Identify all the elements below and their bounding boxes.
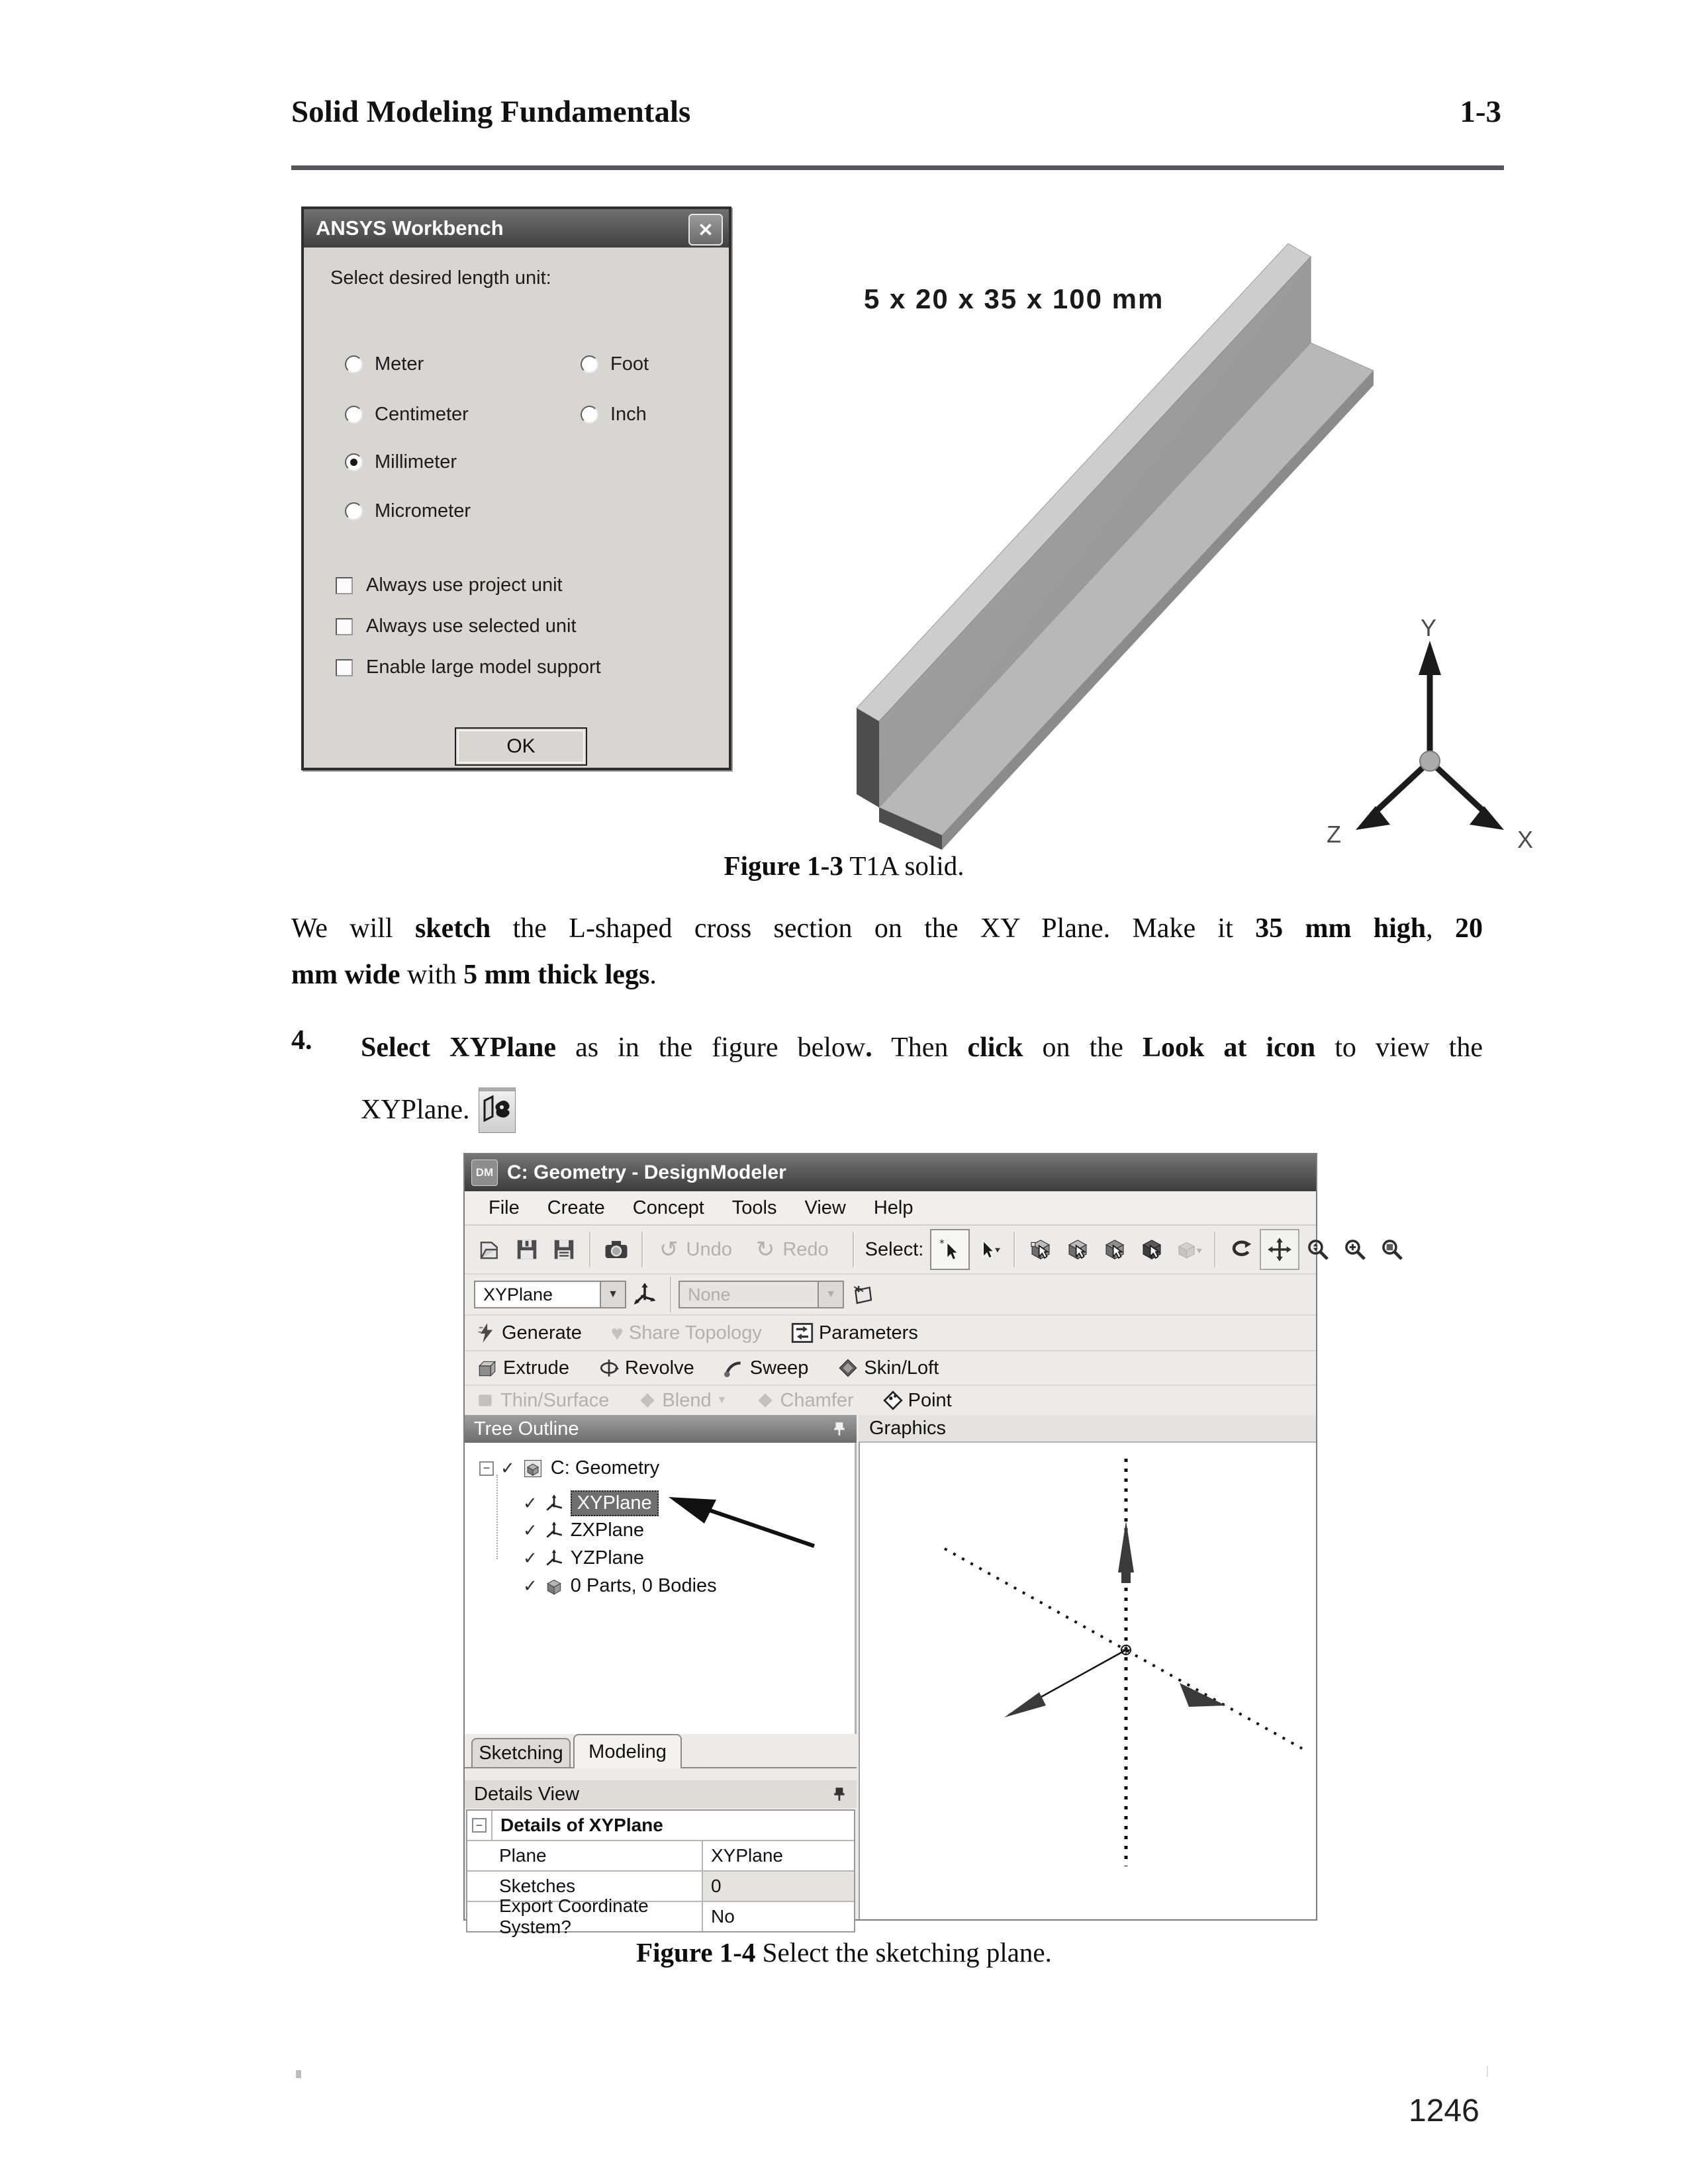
- redo-button[interactable]: Redo: [782, 1238, 829, 1260]
- z-arrowhead: [1356, 806, 1390, 830]
- scan-artifact: [1487, 2066, 1488, 2077]
- triad-origin-ball: [1420, 751, 1440, 771]
- undo-icon: ↺: [659, 1237, 679, 1262]
- web-end-face: [857, 708, 879, 807]
- plane-combobox-value: XYPlane: [483, 1284, 553, 1304]
- chevron-down-icon: ▼: [716, 1394, 727, 1406]
- sweep-label: Sweep: [749, 1357, 809, 1379]
- plane-axis-icon: [626, 1275, 663, 1314]
- details-table: [466, 1809, 855, 1937]
- open-button[interactable]: [471, 1230, 508, 1269]
- text: as in the figure below: [556, 1032, 866, 1063]
- face-select-button[interactable]: [1096, 1230, 1133, 1269]
- dm-toolbar-generate: [465, 1316, 1316, 1351]
- edge-select-button[interactable]: [1059, 1230, 1096, 1269]
- heart-icon: ♥: [610, 1320, 624, 1345]
- radio-millimeter[interactable]: [345, 451, 457, 473]
- radio-circle-icon[interactable]: [345, 453, 363, 471]
- check-icon: ✓: [500, 1458, 515, 1478]
- save-as-button[interactable]: [545, 1230, 583, 1269]
- graphics-header: [859, 1415, 1316, 1443]
- zoom-button[interactable]: [1299, 1230, 1336, 1269]
- text-bold: .: [865, 1032, 872, 1063]
- menu-tools[interactable]: Tools: [731, 1197, 777, 1218]
- checkbox-label: Enable large model support: [366, 657, 601, 678]
- text: .: [649, 960, 657, 990]
- revolve-button[interactable]: [598, 1357, 694, 1379]
- radio-centimeter[interactable]: [345, 404, 469, 426]
- new-sketch-button[interactable]: [844, 1275, 881, 1314]
- parts-icon: [544, 1577, 564, 1596]
- radio-circle-icon[interactable]: [345, 406, 363, 424]
- header-rule: [291, 165, 1504, 170]
- radio-label: Inch: [610, 404, 647, 425]
- z-axis-label: Z: [1327, 821, 1341, 848]
- pin-icon[interactable]: [833, 1786, 847, 1802]
- text-bold: Look at icon: [1142, 1032, 1316, 1063]
- text: with: [400, 960, 464, 990]
- extrude-label: Extrude: [503, 1357, 569, 1379]
- chamfer-button[interactable]: [756, 1390, 853, 1412]
- dm-window-title: C: Geometry - DesignModeler: [507, 1161, 786, 1183]
- t1a-solid-figure: [827, 232, 1542, 867]
- dm-menubar: [465, 1191, 1316, 1226]
- redo-icon: ↻: [755, 1237, 775, 1262]
- radio-label: Micrometer: [375, 500, 471, 522]
- pin-icon[interactable]: [833, 1421, 847, 1437]
- text: to view the: [1315, 1032, 1483, 1063]
- tree-outline-title: Tree Outline: [474, 1418, 579, 1439]
- caption-label: Figure 1-3: [724, 850, 843, 881]
- radio-foot[interactable]: [581, 353, 649, 375]
- chamfer-label: Chamfer: [780, 1389, 854, 1411]
- point-button[interactable]: [883, 1390, 952, 1412]
- text: on the: [1023, 1032, 1143, 1063]
- sweep-icon: [724, 1357, 745, 1379]
- text-bold: click: [967, 1032, 1023, 1063]
- text: XYPlane.: [361, 1095, 470, 1125]
- zoom-fit-button[interactable]: [1374, 1230, 1411, 1269]
- radio-label: Meter: [375, 353, 424, 375]
- vertex-select-button[interactable]: [1022, 1230, 1059, 1269]
- menu-create[interactable]: Create: [547, 1197, 605, 1218]
- checkbox-selected-unit[interactable]: [336, 615, 577, 637]
- collapse-cell[interactable]: [467, 1811, 492, 1840]
- svg-text:*: *: [939, 1238, 945, 1250]
- generate-button[interactable]: [477, 1322, 582, 1344]
- graphics-canvas[interactable]: [859, 1443, 1316, 1919]
- text-bold: 20: [1455, 913, 1483, 944]
- plane-icon: [544, 1522, 564, 1540]
- caption-label: Figure 1-4: [636, 1937, 756, 1968]
- text-bold: sketch: [414, 913, 491, 944]
- menu-concept[interactable]: Concept: [632, 1197, 704, 1218]
- text: the L-shaped cross section on the XY Plane. Make it: [491, 913, 1256, 944]
- blend-button[interactable]: [638, 1390, 727, 1412]
- flange-top-face: [879, 343, 1374, 835]
- check-icon: ✓: [523, 1520, 538, 1540]
- toolbar-separator: [670, 1277, 672, 1312]
- point-icon: [883, 1390, 903, 1410]
- radio-meter[interactable]: [345, 353, 424, 375]
- thin-surface-label: Thin/Surface: [500, 1389, 610, 1411]
- step-number: 4.: [291, 1025, 312, 1056]
- tree-node-label-selected[interactable]: XYPlane: [571, 1490, 659, 1516]
- extrude-button[interactable]: [477, 1357, 569, 1379]
- collapse-icon[interactable]: −: [479, 1461, 494, 1476]
- details-title-row: [467, 1811, 854, 1841]
- step-line-1: [361, 1024, 1483, 1071]
- tree-node-label[interactable]: ZXPlane: [570, 1520, 645, 1541]
- parameters-button[interactable]: [791, 1322, 918, 1344]
- radio-circle-icon[interactable]: [345, 502, 363, 520]
- toolbar-separator: [589, 1232, 591, 1267]
- body-select-button[interactable]: [1133, 1230, 1170, 1269]
- tree-node-parts-bodies[interactable]: [523, 1575, 717, 1597]
- detail-key: Sketches: [491, 1872, 703, 1901]
- text: Then: [872, 1032, 968, 1063]
- parameters-icon: [791, 1322, 814, 1343]
- thin-surface-button[interactable]: [477, 1390, 609, 1412]
- checkbox-label: Always use selected unit: [366, 615, 577, 637]
- radio-circle-icon[interactable]: [581, 406, 598, 424]
- point-label: Point: [908, 1389, 952, 1411]
- page-title: Solid Modeling Fundamentals: [291, 95, 691, 129]
- detail-key: Export Coordinate System?: [491, 1902, 703, 1931]
- parameters-label: Parameters: [818, 1322, 918, 1343]
- figure-1-4-caption: [0, 1936, 1688, 1968]
- callout-arrow: [663, 1482, 822, 1562]
- skin-loft-label: Skin/Loft: [864, 1357, 939, 1379]
- look-at-icon: [479, 1087, 516, 1133]
- text-bold: 5 mm thick legs: [463, 960, 650, 990]
- toolbar-separator: [641, 1232, 643, 1267]
- checkbox-icon[interactable]: [336, 618, 353, 635]
- details-row-export-cs[interactable]: [467, 1895, 854, 1937]
- detail-value[interactable]: No: [711, 1906, 735, 1927]
- text: ,: [1426, 913, 1456, 944]
- radio-label: Millimeter: [375, 451, 457, 473]
- chevron-down-icon[interactable]: ▼: [600, 1282, 625, 1307]
- toolbar-separator: [1214, 1232, 1216, 1267]
- plane-icon: [544, 1494, 564, 1513]
- caption-text: T1A solid.: [843, 850, 964, 881]
- select-new-button[interactable]: [930, 1229, 970, 1270]
- blend-label: Blend: [662, 1389, 712, 1411]
- tab-sketching-label: Sketching: [479, 1742, 563, 1764]
- dialog-prompt: Select desired length unit:: [330, 267, 551, 289]
- share-topology-label: Share Topology: [628, 1322, 762, 1343]
- sketch-combobox-value: None: [688, 1284, 731, 1304]
- detail-value[interactable]: XYPlane: [711, 1845, 783, 1866]
- tree-node-label[interactable]: 0 Parts, 0 Bodies: [570, 1575, 717, 1596]
- pan-button[interactable]: [1260, 1229, 1299, 1270]
- sketch-combobox[interactable]: [679, 1281, 844, 1308]
- designmodeler-app-icon: DM: [471, 1160, 498, 1186]
- geometry-icon: [522, 1458, 544, 1479]
- rotate-button[interactable]: [1223, 1230, 1260, 1269]
- detail-value[interactable]: 0: [703, 1872, 854, 1901]
- checkbox-icon[interactable]: [336, 577, 353, 594]
- details-view-header: [465, 1780, 857, 1808]
- tree-node-label[interactable]: C: Geometry: [550, 1457, 660, 1479]
- tree-node-yzplane[interactable]: [523, 1547, 644, 1569]
- thin-surface-icon: [477, 1391, 495, 1410]
- dm-toolbar-features: [465, 1351, 1316, 1386]
- ansys-workbench-dialog: [301, 206, 731, 770]
- paragraph-line-1: [291, 905, 1483, 952]
- radio-micrometer[interactable]: [345, 500, 471, 522]
- paragraph-line-2: [291, 952, 1483, 998]
- revolve-label: Revolve: [624, 1357, 694, 1379]
- select-dropdown-button[interactable]: [970, 1230, 1007, 1269]
- scan-artifact: [296, 2070, 301, 2078]
- dialog-title: ANSYS Workbench: [316, 216, 504, 240]
- skin-loft-icon: [837, 1357, 859, 1379]
- skin-loft-button[interactable]: [837, 1357, 939, 1379]
- triad-axes: [1372, 665, 1488, 815]
- text: We will: [291, 913, 415, 944]
- dm-toolbar-main: [465, 1226, 1316, 1275]
- sketch-plane-axes: [860, 1443, 1319, 1919]
- text-bold: mm wide: [291, 960, 400, 990]
- designmodeler-window: [463, 1153, 1317, 1937]
- radio-circle-icon[interactable]: [345, 355, 363, 373]
- tab-modeling[interactable]: [573, 1734, 682, 1768]
- caption-text: Select the sketching plane.: [755, 1937, 1052, 1968]
- text-bold: 35 mm high: [1255, 913, 1427, 944]
- radio-label: Foot: [610, 353, 649, 375]
- revolve-icon: [598, 1357, 620, 1379]
- plane-icon: [544, 1549, 564, 1568]
- radio-label: Centimeter: [375, 404, 469, 425]
- check-icon: ✓: [523, 1576, 538, 1596]
- tree-outline-header: [465, 1415, 857, 1443]
- share-topology-button[interactable]: [611, 1321, 762, 1345]
- radio-circle-icon[interactable]: [581, 355, 598, 373]
- ok-button[interactable]: OK: [455, 727, 587, 766]
- save-button[interactable]: [508, 1230, 545, 1269]
- toolbar-separator: [1013, 1232, 1015, 1267]
- dm-toolbar-plane: [465, 1275, 1316, 1316]
- plane-combobox[interactable]: [474, 1281, 626, 1308]
- check-icon: ✓: [523, 1548, 538, 1568]
- checkbox-large-model[interactable]: [336, 657, 601, 678]
- step-4-text: [361, 1024, 1483, 1133]
- page-number: 1246: [1409, 2093, 1479, 2128]
- details-group-title: Details of XYPlane: [500, 1815, 663, 1835]
- graphics-title: Graphics: [869, 1417, 947, 1439]
- checkbox-icon[interactable]: [336, 659, 353, 676]
- collapse-icon[interactable]: −: [472, 1818, 487, 1833]
- select-mode-label: Select:: [865, 1238, 924, 1260]
- x-axis-label: X: [1517, 826, 1534, 853]
- tree-connector: [496, 1475, 498, 1559]
- checkbox-label: Always use project unit: [366, 574, 563, 596]
- details-row-plane[interactable]: [467, 1841, 854, 1872]
- menu-view[interactable]: View: [804, 1197, 846, 1218]
- screenshot-button[interactable]: [598, 1230, 635, 1269]
- dialog-titlebar: [304, 209, 729, 248]
- step-line-2: [361, 1087, 1483, 1133]
- lightning-icon: [477, 1322, 496, 1344]
- sweep-button[interactable]: [724, 1357, 809, 1379]
- page-section-number: 1-3: [1460, 95, 1501, 129]
- tree-node-xyplane[interactable]: [523, 1490, 659, 1516]
- tab-sketching[interactable]: [471, 1738, 571, 1767]
- y-arrowhead: [1419, 641, 1441, 675]
- tree-node-label[interactable]: YZPlane: [570, 1547, 645, 1569]
- details-view-title: Details View: [474, 1783, 580, 1805]
- chevron-down-icon[interactable]: ▼: [818, 1282, 843, 1307]
- menu-help[interactable]: Help: [873, 1197, 914, 1218]
- undo-button[interactable]: Undo: [686, 1238, 732, 1260]
- tab-modeling-label: Modeling: [588, 1741, 667, 1762]
- tree-node-geometry[interactable]: [479, 1457, 659, 1479]
- close-icon[interactable]: ✕: [688, 214, 723, 246]
- blend-icon: [638, 1391, 657, 1410]
- web-front-face: [879, 257, 1311, 807]
- checkbox-project-unit[interactable]: [336, 574, 563, 596]
- generate-label: Generate: [502, 1322, 582, 1343]
- extend-selection-button[interactable]: [1170, 1230, 1207, 1269]
- dm-toolbar-modify: [465, 1386, 1316, 1415]
- detail-key: Plane: [491, 1841, 703, 1870]
- tree-node-zxplane[interactable]: [523, 1520, 644, 1541]
- figure-1-3-caption: [0, 850, 1688, 882]
- toolbar-separator: [853, 1232, 855, 1267]
- menu-file[interactable]: File: [489, 1197, 520, 1218]
- radio-inch[interactable]: [581, 404, 647, 426]
- extrude-icon: [477, 1357, 498, 1379]
- dm-titlebar: [465, 1154, 1316, 1191]
- text-bold: Select XYPlane: [361, 1032, 556, 1063]
- body-paragraph: [291, 905, 1483, 998]
- chamfer-icon: [756, 1391, 774, 1410]
- check-icon: ✓: [523, 1493, 538, 1513]
- x-arrowhead: [1470, 806, 1504, 830]
- tree-outline-panel: [465, 1443, 857, 1734]
- zoom-in-button[interactable]: [1336, 1230, 1374, 1269]
- dimensions-label: 5 x 20 x 35 x 100 mm: [864, 283, 1164, 314]
- y-axis-label: Y: [1421, 614, 1437, 641]
